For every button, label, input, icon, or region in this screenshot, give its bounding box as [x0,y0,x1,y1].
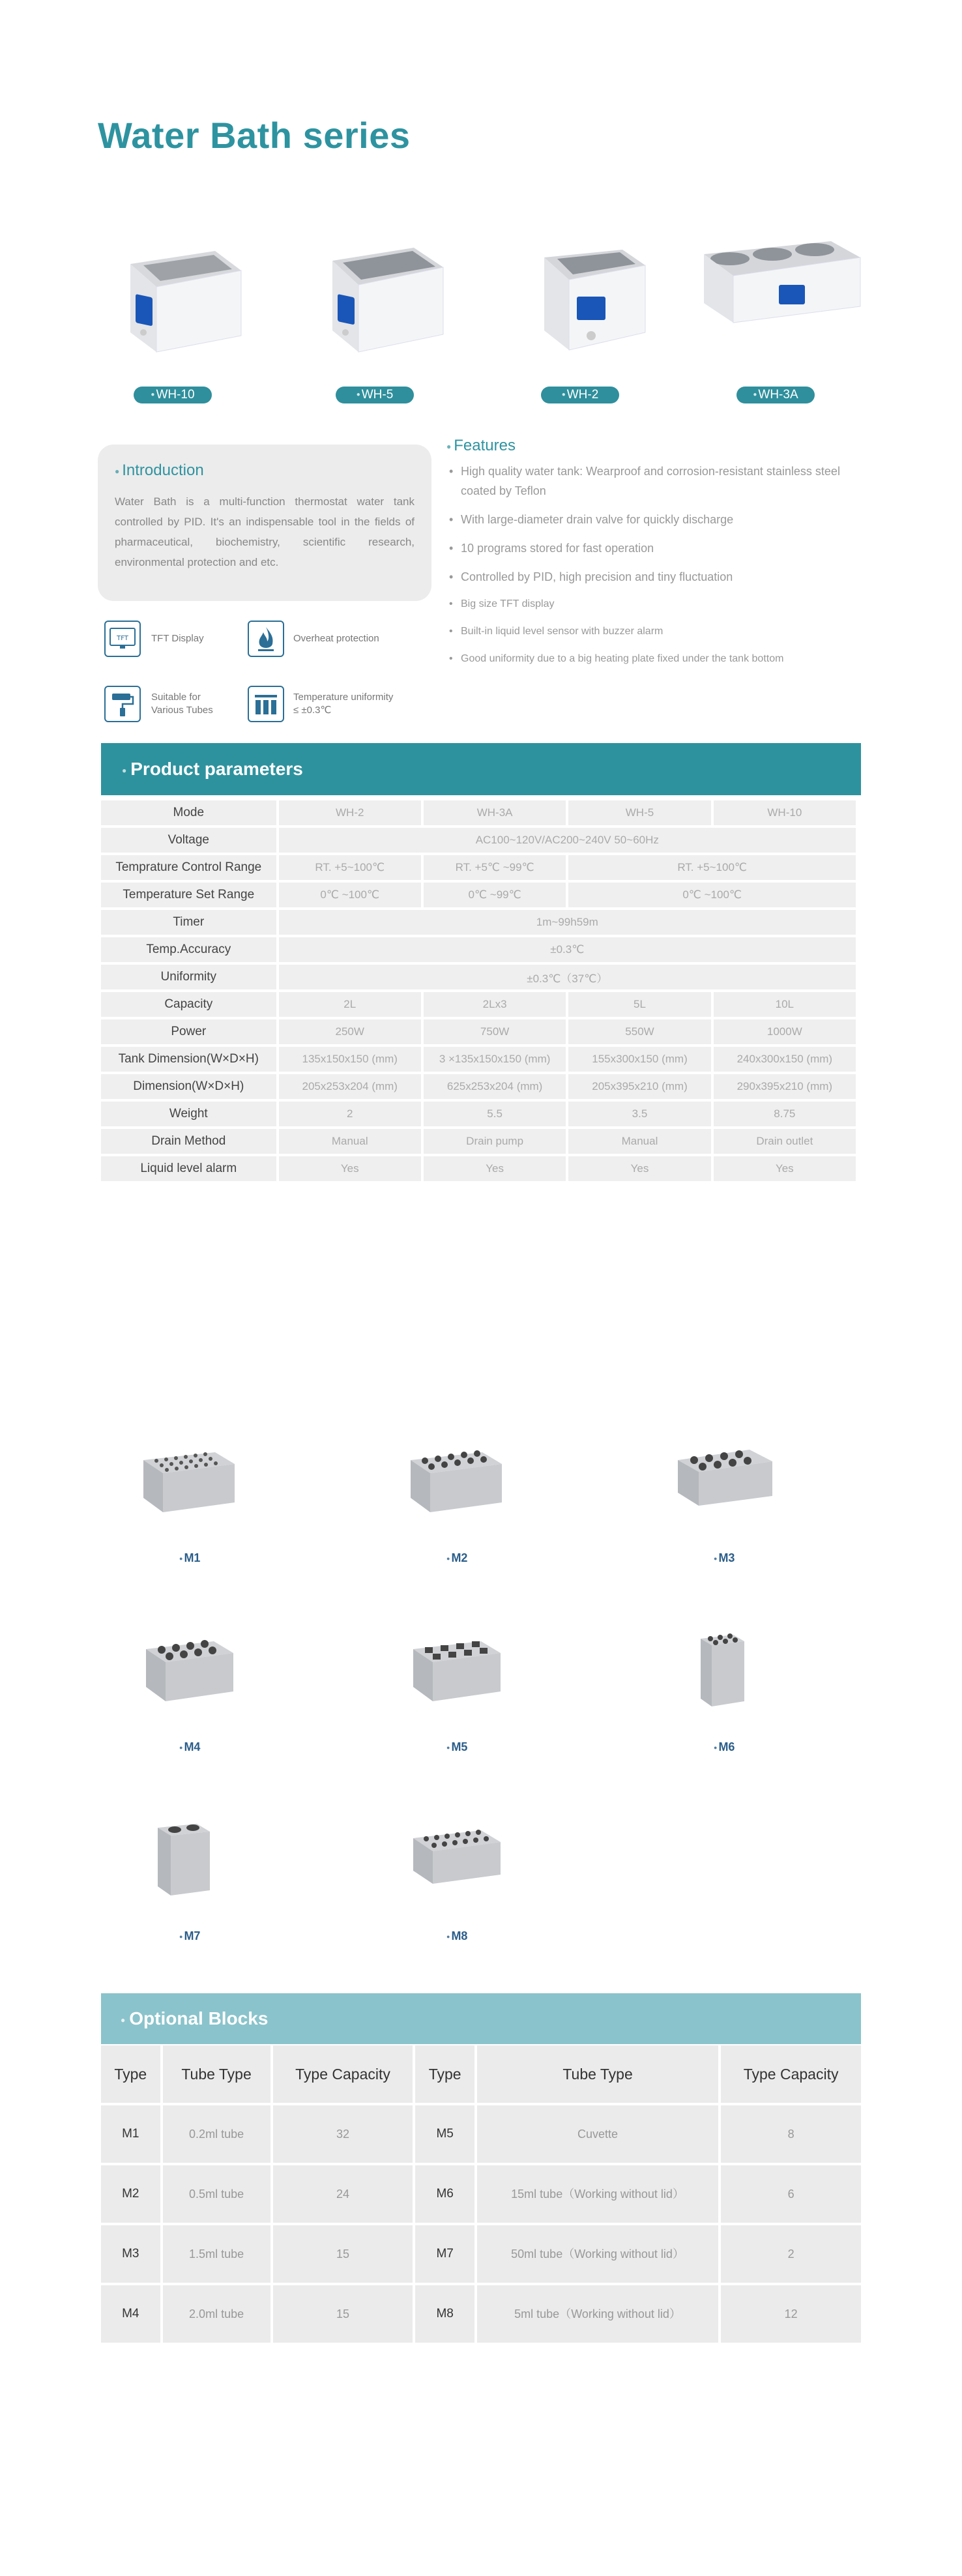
table-cell: M2 [101,2165,160,2223]
table-cell: M3 [101,2225,160,2283]
row-label: Power [101,1019,276,1044]
row-label: Liquid level alarm [101,1156,276,1181]
feature-label: Temperature uniformity ≤ ±0.3℃ [293,692,394,716]
table-row [101,855,856,880]
table-row [101,1129,856,1154]
table-cell: Yes [279,1156,421,1181]
row-label: Weight [101,1102,276,1126]
table-cell: AC100~120V/AC200~240V 50~60Hz [279,828,856,853]
product-tag: ● WH-10 [134,387,212,403]
feature-item: • 10 programs stored for fast operation [446,538,864,558]
block-image [404,1819,508,1897]
row-label: Temprature Control Range [101,855,276,880]
block-m3 [671,1441,828,1571]
table-cell: 3 ×135x150x150 (mm) [424,1047,566,1072]
block-m7 [137,1819,293,1949]
table-cell: 15 [273,2225,413,2283]
table-cell: 12 [721,2285,861,2343]
table-cell: Manual [568,1129,710,1154]
parameters-table [98,798,858,1184]
table-cell: 1000W [714,1019,856,1044]
table-cell: 290x395x210 (mm) [714,1074,856,1099]
feature-tft-display [104,621,204,657]
table-row [101,2225,861,2283]
column-header: Tube Type [477,2045,718,2103]
block-image [404,1630,508,1708]
introduction-text: Water Bath is a multi-function thermostat water tank controlled by PID. It's an indispensable tool in the fields of pharmaceutical, biochemistry, scientific research, environmental protection and etc. [115,495,415,568]
table-cell: 5L [568,992,710,1017]
table-row [101,1047,856,1072]
row-label: Temperature Set Range [101,883,276,907]
block-label: ● M7 [179,1929,201,1942]
block-m5 [404,1630,561,1760]
paint-roller-icon [104,686,141,722]
tft-display-icon [104,621,141,657]
row-label: Dimension(W×D×H) [101,1074,276,1099]
table-cell: 10L [714,992,856,1017]
block-label: ● M1 [179,1551,201,1564]
block-m1 [137,1441,293,1571]
table-cell: WH-2 [279,800,421,825]
feature-item: • Big size TFT display [446,596,864,613]
table-row [101,2285,861,2343]
table-cell: WH-10 [714,800,856,825]
feature-label: Overheat protection [293,633,379,644]
block-label: ● M5 [446,1740,468,1753]
table-cell: 15ml tube（Working without lid） [477,2165,718,2223]
block-m8 [404,1819,561,1949]
table-cell: M5 [415,2105,474,2163]
feature-item: • High quality water tank: Wearproof and corrosion-resistant stainless steel coated by Teflon [446,461,864,501]
table-row [101,883,856,907]
table-cell: M7 [415,2225,474,2283]
uniformity-bars-icon [248,686,284,722]
table-cell: 750W [424,1019,566,1044]
feature-label: TFT Display [151,633,204,644]
table-cell: 5.5 [424,1102,566,1126]
row-label: Timer [101,910,276,935]
table-row [101,910,856,935]
table-row [101,2165,861,2223]
product-tag: ● WH-5 [336,387,414,403]
optional-blocks-heading: ● Optional Blocks [101,1993,861,2044]
product-wh-5 [300,225,469,407]
table-cell: 0℃ ~100℃ [568,883,856,907]
table-cell: M6 [415,2165,474,2223]
feature-overheat-protection [248,621,379,657]
table-cell: 3.5 [568,1102,710,1126]
table-cell: 32 [273,2105,413,2163]
table-row [101,1102,856,1126]
column-header: Tube Type [163,2045,270,2103]
introduction-panel [98,445,431,601]
features-heading: ● Features [446,437,516,454]
block-image [404,1441,508,1519]
table-row [101,828,856,853]
table-row [101,1156,856,1181]
table-cell: Drain pump [424,1129,566,1154]
table-cell: 0.2ml tube [163,2105,270,2163]
water-bath-image [117,225,248,355]
table-cell: 550W [568,1019,710,1044]
table-cell: WH-5 [568,800,710,825]
table-cell: ±0.3℃ [279,937,856,962]
table-cell: WH-3A [424,800,566,825]
table-cell: 240x300x150 (mm) [714,1047,856,1072]
block-image [137,1441,241,1519]
table-cell: 8.75 [714,1102,856,1126]
block-m2 [404,1441,561,1571]
block-image [137,1630,241,1708]
table-row [101,1019,856,1044]
introduction-heading: ● Introduction [115,461,204,479]
product-wh-10 [98,225,267,407]
feature-temperature-uniformity [248,686,393,722]
table-cell: 0℃ ~100℃ [279,883,421,907]
table-cell: 24 [273,2165,413,2223]
table-row [101,992,856,1017]
table-cell: 0.5ml tube [163,2165,270,2223]
table-cell: Drain outlet [714,1129,856,1154]
table-cell: 205x395x210 (mm) [568,1074,710,1099]
feature-various-tubes [104,686,213,722]
feature-label: Suitable for Various Tubes [151,692,213,716]
table-cell: 8 [721,2105,861,2163]
water-bath-image [701,225,864,355]
table-cell: RT. +5℃ ~99℃ [424,855,566,880]
block-m4 [137,1630,293,1760]
block-label: ● M6 [714,1740,735,1753]
block-label: ● M3 [714,1551,735,1564]
row-label: Tank Dimension(W×D×H) [101,1047,276,1072]
flame-icon [248,621,284,657]
svg-text:TFT: TFT [117,635,128,642]
row-label: Temp.Accuracy [101,937,276,962]
block-image [671,1630,776,1708]
table-cell: 5ml tube（Working without lid） [477,2285,718,2343]
row-label: Drain Method [101,1129,276,1154]
table-cell: 2 [279,1102,421,1126]
block-m6 [671,1630,828,1760]
table-cell: RT. +5~100℃ [568,855,856,880]
table-cell: RT. +5~100℃ [279,855,421,880]
table-cell: 2 [721,2225,861,2283]
table-cell: 135x150x150 (mm) [279,1047,421,1072]
product-tag: ● WH-3A [736,387,815,403]
table-cell: 250W [279,1019,421,1044]
row-label: Voltage [101,828,276,853]
product-parameters-heading: ● Product parameters [101,743,861,795]
column-header: Type [415,2045,474,2103]
table-cell: 1m~99h59m [279,910,856,935]
table-cell: 50ml tube（Working without lid） [477,2225,718,2283]
table-cell: 2L [279,992,421,1017]
block-label: ● M8 [446,1929,468,1942]
block-label: ● M2 [446,1551,468,1564]
block-image [671,1441,776,1519]
table-cell: ±0.3℃（37℃） [279,965,856,989]
row-label: Mode [101,800,276,825]
feature-item: • With large-diameter drain valve for quickly discharge [446,510,864,529]
table-row [101,937,856,962]
feature-item: • Built-in liquid level sensor with buzzer alarm [446,623,864,640]
column-header: Type Capacity [721,2045,861,2103]
table-cell: 2.0ml tube [163,2285,270,2343]
table-cell: 205x253x204 (mm) [279,1074,421,1099]
row-label: Capacity [101,992,276,1017]
water-bath-image [525,225,655,355]
product-tag: ● WH-2 [541,387,619,403]
table-cell: 15 [273,2285,413,2343]
table-cell: 0℃ ~99℃ [424,883,566,907]
page-title: Water Bath series [98,115,411,156]
table-cell: 1.5ml tube [163,2225,270,2283]
table-cell: Cuvette [477,2105,718,2163]
features-list [446,461,864,667]
water-bath-image [319,225,450,355]
table-header-row [101,2045,861,2103]
table-cell: 625x253x204 (mm) [424,1074,566,1099]
table-cell: M8 [415,2285,474,2343]
row-label: Uniformity [101,965,276,989]
column-header: Type [101,2045,160,2103]
table-row [101,1074,856,1099]
product-wh-2 [505,225,675,407]
block-image [137,1819,241,1897]
optional-blocks-table [98,2043,864,2345]
table-cell: Yes [424,1156,566,1181]
feature-item: • Good uniformity due to a big heating plate fixed under the tank bottom [446,651,864,667]
table-cell: 2Lx3 [424,992,566,1017]
table-cell: 6 [721,2165,861,2223]
table-cell: M1 [101,2105,160,2163]
feature-item: • Controlled by PID, high precision and tiny fluctuation [446,567,864,587]
block-label: ● M4 [179,1740,201,1753]
table-row [101,965,856,989]
product-wh-3a [701,225,870,407]
column-header: Type Capacity [273,2045,413,2103]
features-panel [446,437,864,667]
table-row [101,2105,861,2163]
table-cell: Yes [568,1156,710,1181]
table-row [101,800,856,825]
table-cell: 155x300x150 (mm) [568,1047,710,1072]
table-cell: Yes [714,1156,856,1181]
table-cell: M4 [101,2285,160,2343]
table-cell: Manual [279,1129,421,1154]
